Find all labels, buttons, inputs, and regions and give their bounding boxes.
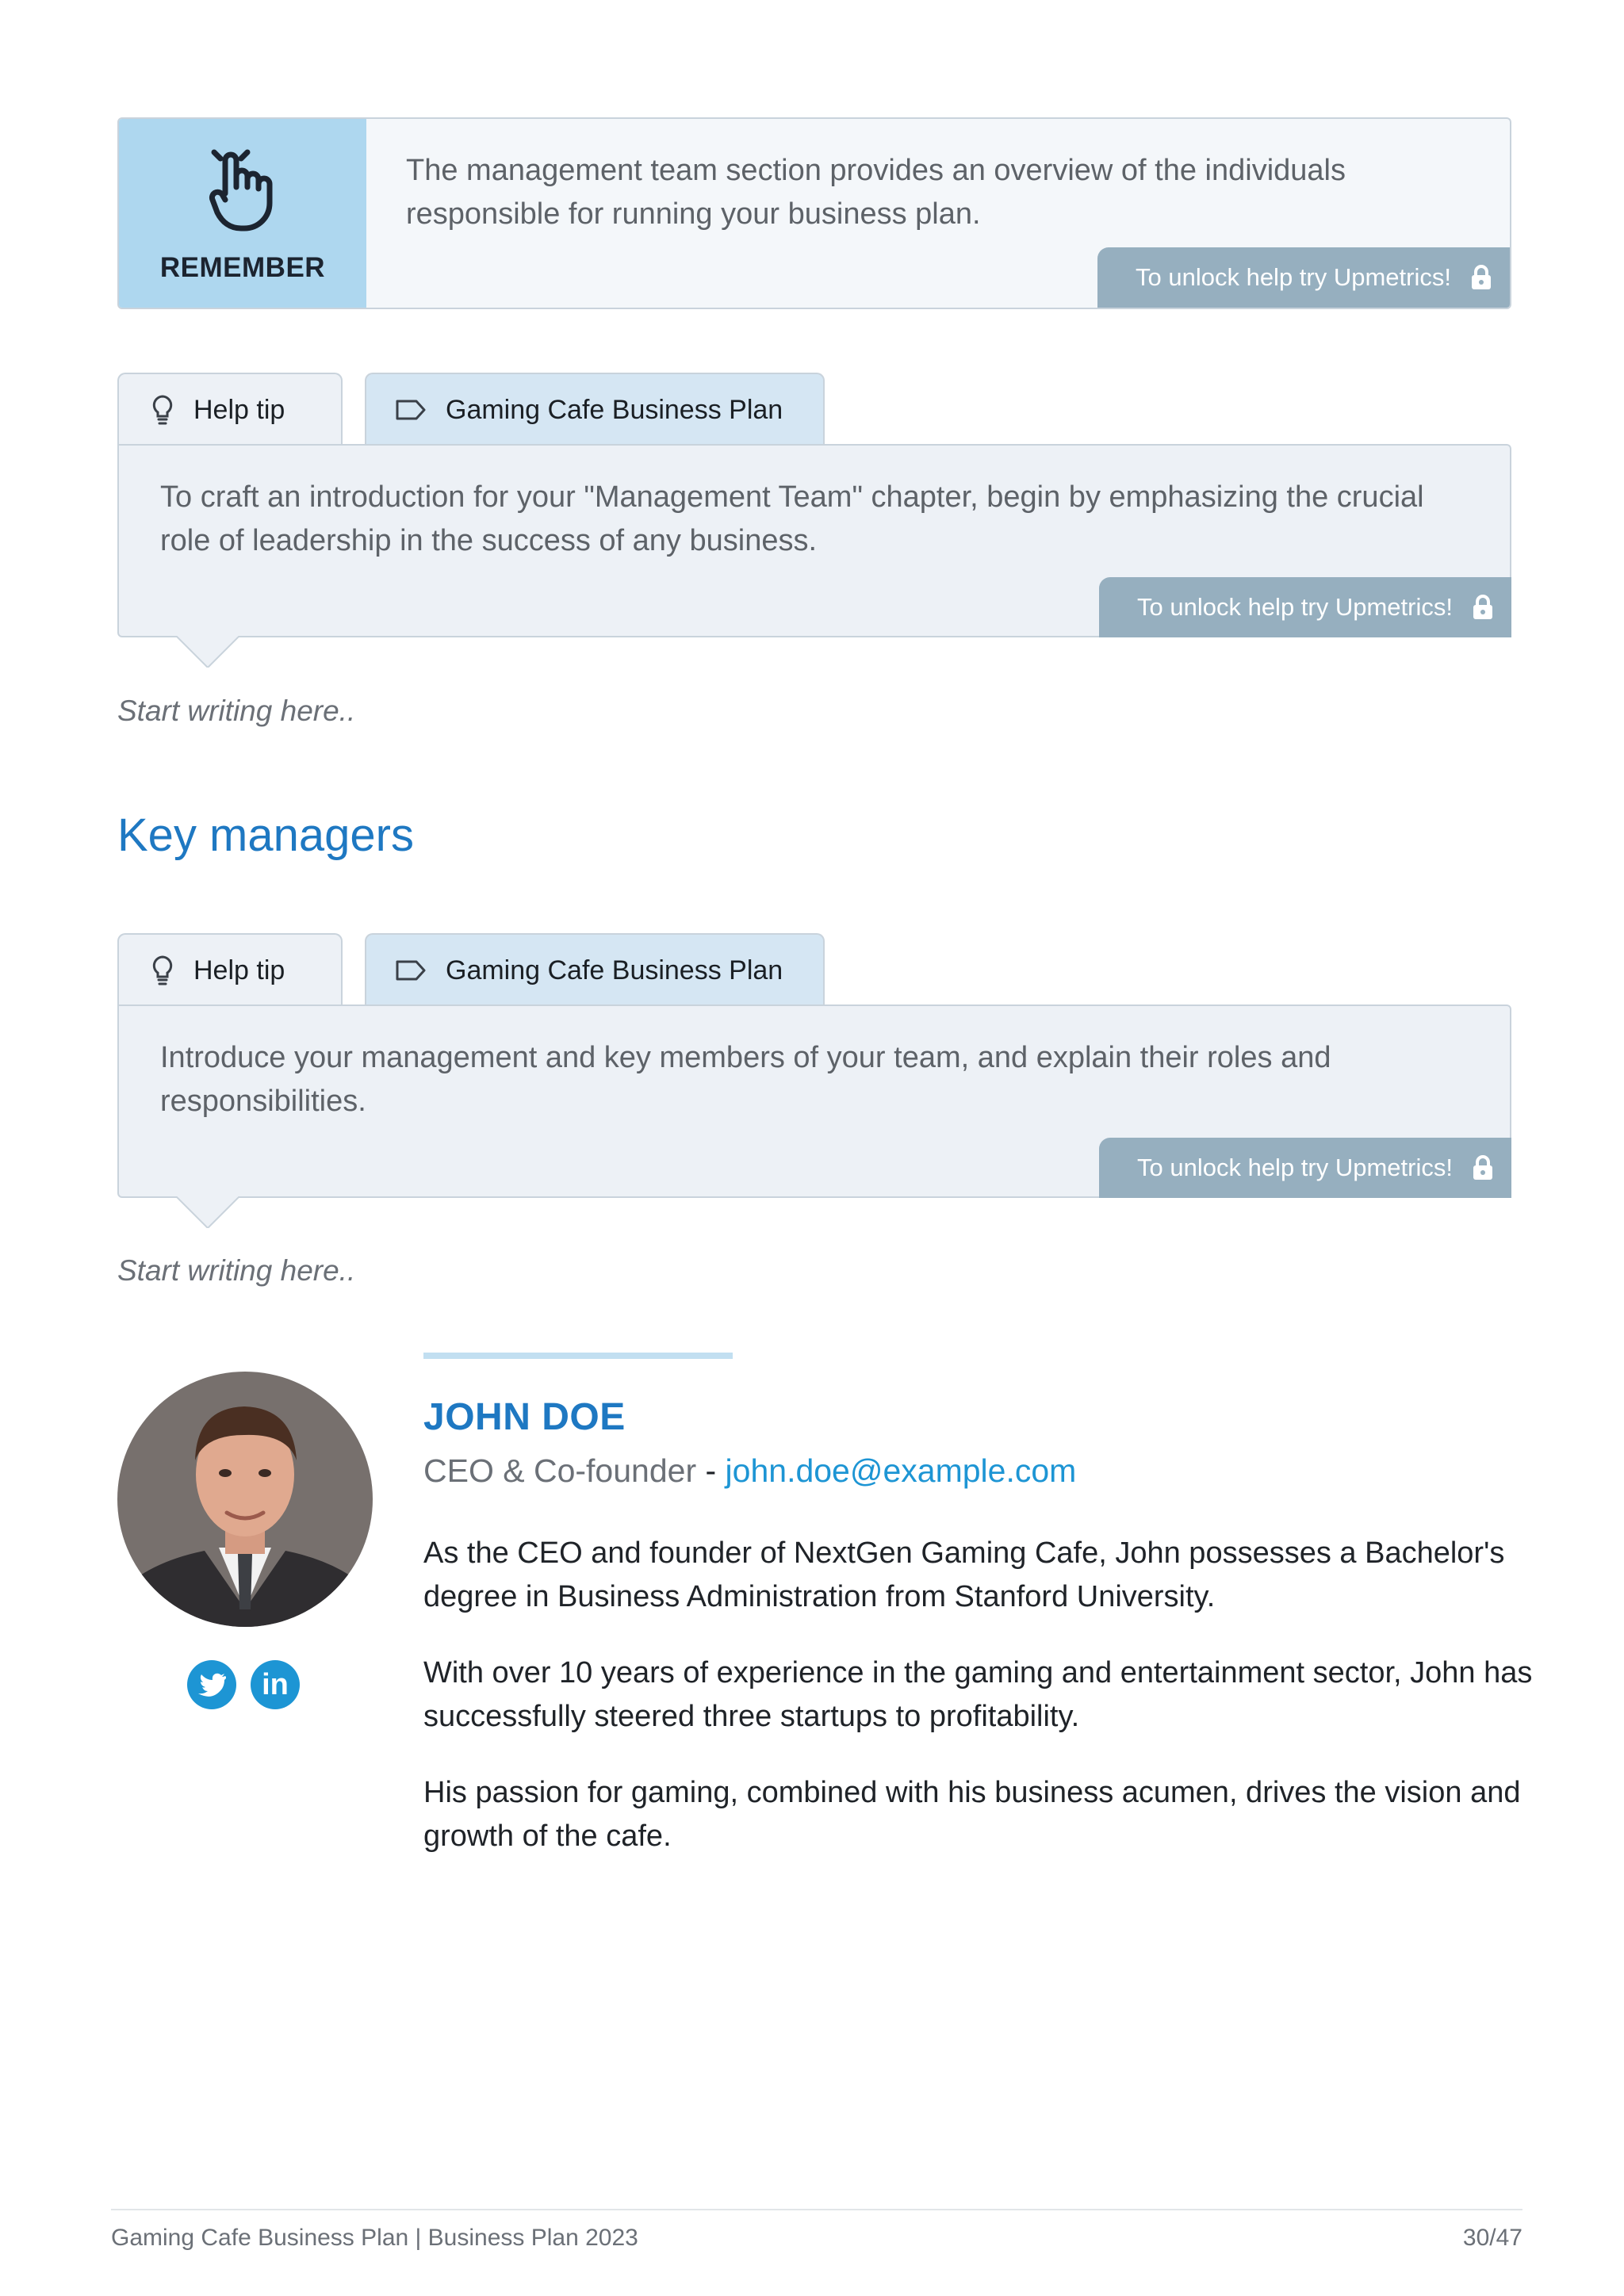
- tab-help-tip[interactable]: [117, 373, 343, 446]
- profile-bio-paragraph: As the CEO and founder of NextGen Gaming Cafe, John possesses a Bachelor's degree in Business Administration from Stanford University.: [423, 1536, 1505, 1613]
- tab-plan-label: Gaming Cafe Business Plan: [446, 394, 783, 425]
- writing-placeholder[interactable]: Start writing here..: [117, 1254, 356, 1287]
- tab-plan-label: Gaming Cafe Business Plan: [446, 955, 783, 985]
- unlock-help-button[interactable]: [1099, 577, 1511, 637]
- remember-label: REMEMBER: [159, 252, 326, 283]
- help-tip-text: Introduce your management and key members of your team, and explain their roles and responsibilities.: [160, 1041, 1331, 1118]
- linkedin-icon[interactable]: in: [251, 1660, 300, 1709]
- help-tip-box: [117, 444, 1511, 637]
- tag-icon: [395, 959, 427, 982]
- footer-divider: [111, 2209, 1522, 2210]
- tab-business-plan[interactable]: [365, 373, 825, 446]
- unlock-label: To unlock help try Upmetrics!: [1137, 593, 1453, 621]
- avatar: [117, 1372, 373, 1627]
- tab-help-label: Help tip: [193, 394, 285, 425]
- footer-page-number: 30/47: [1462, 2225, 1522, 2251]
- help-tip-box: [117, 1004, 1511, 1198]
- unlock-help-button[interactable]: [1097, 247, 1510, 308]
- profile-accent-rule: [423, 1353, 733, 1359]
- lock-icon: [1472, 595, 1494, 620]
- remember-box: [117, 117, 1511, 309]
- tab-help-tip[interactable]: [117, 933, 343, 1006]
- tag-icon: [395, 398, 427, 422]
- remember-text: The management team section provides an overview of the individuals responsible for running your business plan.: [406, 154, 1346, 231]
- lock-icon: [1470, 265, 1492, 290]
- tab-business-plan[interactable]: [365, 933, 825, 1006]
- tab-help-label: Help tip: [193, 955, 285, 985]
- callout-pointer: [176, 1196, 239, 1228]
- unlock-label: To unlock help try Upmetrics!: [1136, 263, 1451, 291]
- writing-placeholder[interactable]: Start writing here..: [117, 695, 356, 727]
- profile-bio-paragraph: His passion for gaming, combined with his business acumen, drives the vision and growth of the cafe.: [423, 1776, 1521, 1853]
- profile-email-link[interactable]: john.doe@example.com: [725, 1452, 1077, 1489]
- remember-panel: [119, 119, 366, 308]
- unlock-help-button[interactable]: [1099, 1138, 1511, 1198]
- pointing-hand-icon: [203, 147, 282, 235]
- help-tip-text: To craft an introduction for your "Management Team" chapter, begin by emphasizing the crucial role of leadership in the success of any business.: [160, 480, 1424, 557]
- callout-pointer: [176, 636, 239, 668]
- profile-bio-paragraph: With over 10 years of experience in the gaming and entertainment sector, John has successfully steered three startups to profitability.: [423, 1656, 1533, 1733]
- footer-document-title: Gaming Cafe Business Plan | Business Plan 2023: [111, 2225, 638, 2251]
- lightbulb-icon: [151, 394, 174, 426]
- twitter-icon[interactable]: [187, 1660, 236, 1709]
- profile-name: JOHN DOE: [423, 1396, 626, 1438]
- section-heading: Key managers: [117, 809, 414, 861]
- profile-role-line: [423, 1452, 1076, 1490]
- person-photo: [117, 1372, 373, 1627]
- unlock-label: To unlock help try Upmetrics!: [1137, 1154, 1453, 1181]
- profile-role: CEO & Co-founder: [423, 1452, 697, 1489]
- role-separator: -: [696, 1452, 726, 1489]
- lock-icon: [1472, 1155, 1494, 1181]
- lightbulb-icon: [151, 955, 174, 986]
